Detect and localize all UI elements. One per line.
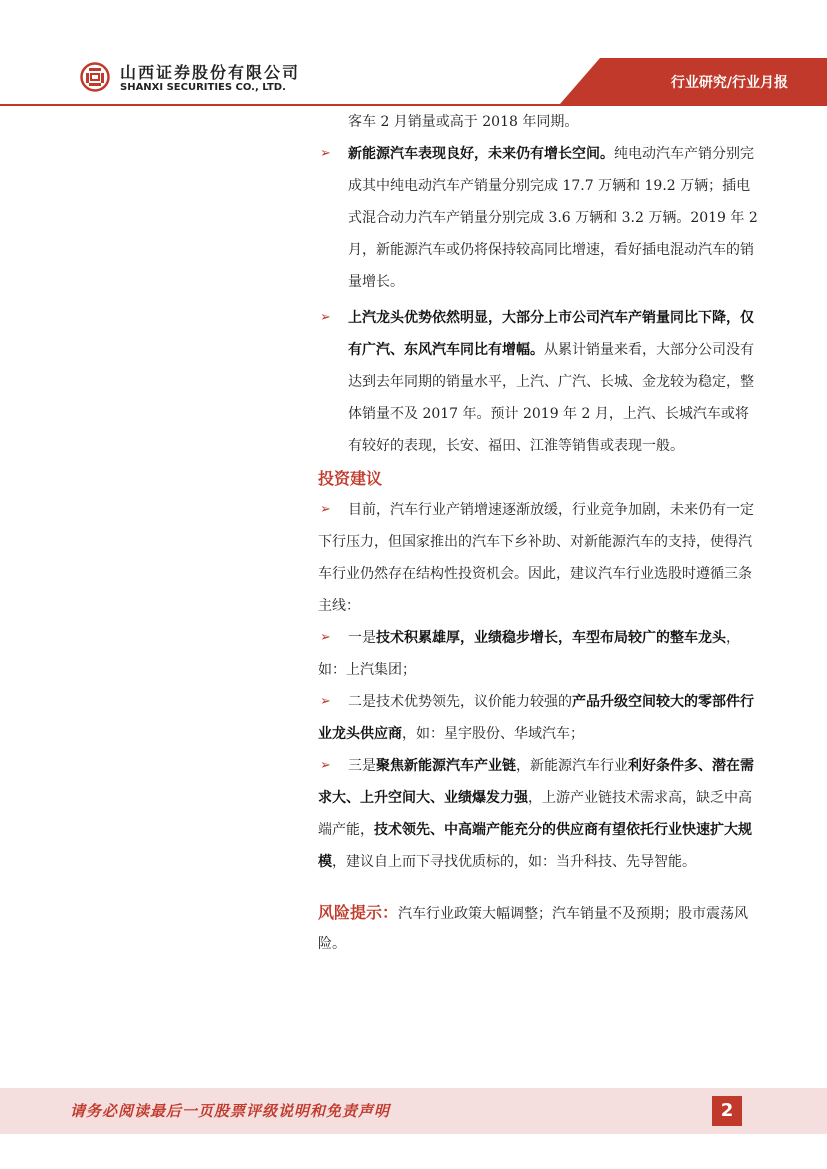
bullet-arrow-icon: ➢ [320,310,331,325]
investment-overview: ➢ 目前，汽车行业产销增速逐渐放缓，行业竞争加剧，未来仍有一定下行压力，但国家推出的汽车下乡补助、对新能源汽车的支持，使得汽车行业仍然存在结构性投资机会。因此，建议汽车行业选股时遵循三条主线： [318,494,762,622]
bullet-arrow-icon: ➢ [320,146,331,161]
bullet-arrow-icon: ➢ [320,630,331,645]
shanxi-securities-logo-icon [80,62,110,92]
company-name-cn: 山西证券股份有限公司 [120,63,301,82]
risk-title: 风险提示： [318,903,399,922]
bullet-arrow-icon: ➢ [320,758,331,773]
company-name-en: SHANXI SECURITIES CO., LTD. [120,82,286,93]
section-title-investment: 投资建议 [318,469,383,488]
report-body [318,106,762,959]
footer-disclaimer: 请务必阅读最后一页股票评级说明和免责声明 [70,1102,391,1120]
bullet-new-energy: ➢ 新能源汽车表现良好，未来仍有增长空间。纯电动汽车产销分别完成其中纯电动汽车产销量分别完成 17.7 万辆和 19.2 万辆；插电式混合动力汽车产销量分别完成 3.6 万辆和 3.2 万辆。2019 年 2 月，新能源汽车或仍将保持较高同比增速，看好插电混动汽车的销量增长。 [318,138,762,298]
page-number: 2 [712,1096,742,1126]
mainline-one: ➢ 一是技术积累雄厚，业绩稳步增长，车型布局较广的整车龙头，如：上汽集团； [318,622,762,686]
page-header [0,0,827,110]
continued-paragraph: 客车 2 月销量或高于 2018 年同期。 [348,114,579,130]
mainline-three: ➢ 三是聚焦新能源汽车产业链，新能源汽车行业利好条件多、潜在需求大、上升空间大、业绩爆发力强，上游产业链技术需求高，缺乏中高端产能，技术领先、中高端产能充分的供应商有望依托行业快速扩大规模，建议自上而下寻找优质标的，如：当升科技、先导智能。 [318,750,762,878]
page-footer [0,1088,827,1134]
mainline-two: ➢ 二是技术优势领先，议价能力较强的产品升级空间较大的零部件行业龙头供应商，如：星宇股份、华域汽车； [318,686,762,750]
bullet-arrow-icon: ➢ [320,502,331,517]
bullet-saic-leader: ➢ 上汽龙头优势依然明显，大部分上市公司汽车产销量同比下降，仅有广汽、东风汽车同比有增幅。从累计销量来看，大部分公司没有达到去年同期的销量水平，上汽、广汽、长城、金龙较为稳定，整体销量不及 2017 年。预计 2019 年 2 月，上汽、长城汽车或将有较好的表现，长安、福田、江淮等销售或表现一般。 [318,302,762,462]
report-category: 行业研究/行业月报 [670,75,788,91]
risk-warning [318,898,762,959]
risk-text: 汽车行业政策大幅调整；汽车销量不及预期；股市震荡风险。 [318,906,749,952]
bullet-arrow-icon: ➢ [320,694,331,709]
